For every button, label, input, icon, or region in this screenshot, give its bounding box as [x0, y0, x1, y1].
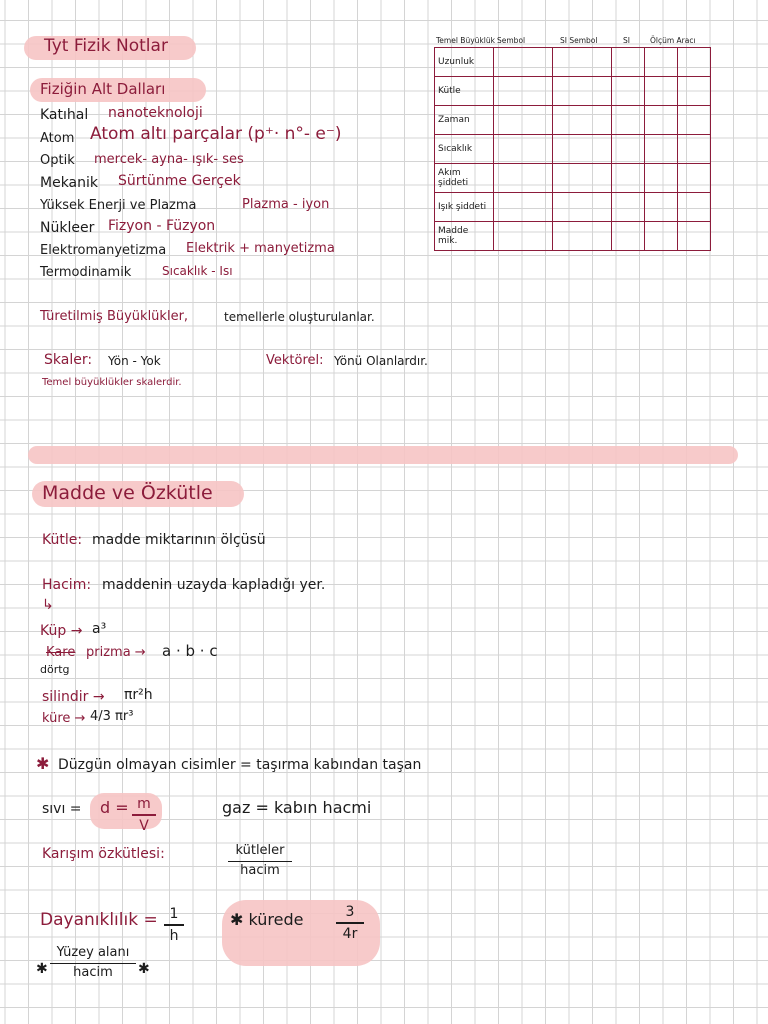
liquid-label: sıvı =	[42, 801, 82, 817]
branch-desc: Fizyon - Füzyon	[108, 218, 216, 234]
quantity-cell: Uzunluk	[435, 48, 494, 77]
sphere-label: küre →	[42, 711, 86, 726]
quantity-cell: Kütle	[435, 77, 494, 106]
quantity-cell: Akım şiddeti	[435, 164, 494, 193]
branch-name: Atom	[40, 131, 75, 146]
section-divider-highlight	[28, 446, 738, 464]
fraction-bar	[336, 922, 364, 924]
branch-desc: nanoteknoloji	[108, 105, 203, 121]
branch-name: Katıhal	[40, 107, 89, 123]
fraction-numerator: Yüzey alanı	[56, 945, 130, 960]
branch-desc: Sürtünme Gerçek	[118, 173, 241, 189]
durability-fraction	[164, 906, 184, 944]
mixture-label: Karışım özkütlesi:	[42, 846, 165, 862]
fraction-bar	[228, 861, 292, 863]
fraction-numerator: 1	[169, 906, 179, 922]
cylinder-formula: πr²h	[124, 687, 153, 703]
mixture-fraction	[228, 844, 292, 879]
durability-label: Dayanıklılık =	[40, 910, 158, 930]
derived-text: temellerle oluşturulanlar.	[224, 310, 375, 324]
branch-name: Optik	[40, 153, 75, 168]
gas-text: gaz = kabın hacmi	[222, 798, 372, 817]
quantity-cell: Madde mik.	[435, 222, 494, 251]
page-title: Tyt Fizik Notlar	[44, 36, 168, 56]
scalar-label: Skaler:	[44, 352, 93, 368]
table-row	[435, 135, 711, 164]
table-header: SI Sembol	[560, 36, 598, 45]
fraction-numerator: m	[137, 796, 151, 812]
branch-name: Yüksek Enerji ve Plazma	[40, 198, 197, 213]
asterisk-icon: ✱	[138, 961, 150, 977]
fraction-denominator: 4r	[342, 925, 358, 942]
sphere-formula: 4/3 πr³	[90, 709, 134, 724]
table-header: Sembol	[497, 36, 526, 45]
volume-label: Hacim:	[42, 577, 92, 593]
branch-name: Nükleer	[40, 220, 95, 236]
fraction-denominator: V	[139, 817, 149, 834]
matter-heading: Madde ve Özkütle	[42, 482, 213, 504]
cylinder-label: silindir →	[42, 689, 105, 705]
fraction-bar	[164, 924, 184, 926]
table-row	[435, 193, 711, 222]
branch-desc: Plazma - iyon	[242, 197, 330, 212]
vector-label: Vektörel:	[266, 353, 324, 368]
branch-desc: Sıcaklık - Isı	[162, 264, 233, 278]
down-right-arrow-icon: ↳	[42, 597, 54, 613]
branch-desc: Atom altı parçalar (p⁺· n°- e⁻)	[90, 124, 342, 144]
fraction-numerator: kütleler	[235, 843, 285, 858]
branch-desc: mercek- ayna- ışık- ses	[94, 152, 244, 167]
cube-formula: a³	[92, 621, 107, 637]
sphere-note-label: ✱ kürede	[230, 910, 304, 929]
irregular-text: Düzgün olmayan cisimler = taşırma kabından taşan	[58, 757, 422, 773]
quantity-cell: Işık şiddeti	[435, 193, 494, 222]
fraction-denominator: hacim	[240, 863, 280, 879]
asterisk-icon: ✱	[36, 961, 48, 977]
mass-label: Kütle:	[42, 532, 83, 548]
prism-note: dörtg	[40, 663, 70, 676]
branch-name: Elektromanyetizma	[40, 243, 167, 258]
prism-label: prizma →	[86, 645, 146, 660]
quantity-cell: Sıcaklık	[435, 135, 494, 164]
branch-name: Mekanik	[40, 175, 99, 191]
base-quantities-table	[434, 47, 711, 251]
table-row	[435, 77, 711, 106]
table-row	[435, 106, 711, 135]
fraction-bar	[132, 814, 156, 816]
liquid-density-fraction	[132, 796, 156, 834]
scalar-text: Yön - Yok	[108, 354, 161, 368]
liquid-formula-left: d =	[100, 798, 129, 817]
branch-desc: Elektrik + manyetizma	[186, 241, 335, 256]
cube-label: Küp →	[40, 623, 83, 639]
fraction-bar	[50, 963, 136, 965]
quantity-cell: Zaman	[435, 106, 494, 135]
table-row	[435, 48, 711, 77]
derived-label: Türetilmiş Büyüklükler,	[40, 309, 189, 324]
volume-text: maddenin uzayda kapladığı yer.	[102, 577, 326, 593]
fraction-denominator: hacim	[73, 965, 113, 981]
asterisk-icon: ✱	[36, 754, 50, 773]
table-header: Temel Büyüklük	[436, 36, 495, 45]
table-row	[435, 164, 711, 193]
table-row	[435, 222, 711, 251]
table-header: SI	[623, 36, 630, 45]
fraction-numerator: 3	[345, 904, 355, 920]
table-header: Ölçüm Aracı	[650, 36, 696, 45]
fraction-denominator: h	[169, 927, 179, 944]
mass-text: madde miktarının ölçüsü	[92, 532, 266, 548]
vector-text: Yönü Olanlardır.	[334, 354, 428, 368]
surface-volume-fraction	[50, 946, 136, 981]
scalar-note: Temel büyüklükler skalerdir.	[42, 377, 182, 388]
branch-name: Termodinamik	[40, 265, 132, 280]
sphere-note-fraction	[336, 904, 364, 942]
prism-struck-word: Kare	[46, 645, 76, 660]
branches-heading: Fiziğin Alt Dalları	[40, 80, 166, 98]
prism-formula: a · b · c	[162, 642, 218, 660]
